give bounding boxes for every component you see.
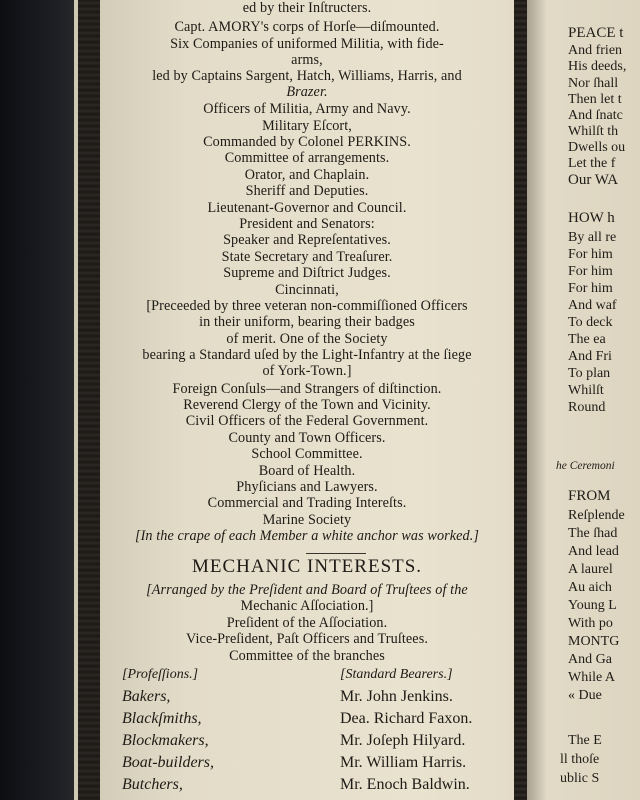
procession-line: Capt. AMORY's corps of Horſe—diſmounted. [174,19,440,35]
procession-line: Committee of arrangements. [224,150,390,166]
procession-line: [Arranged by the Preſident and Board of Truſtees of the [146,582,468,598]
procession-line: Brazer. [286,84,328,100]
procession-line: Orator, and Chaplain. [244,167,370,183]
procession-line: Mechanic Aſſociation.] [240,598,374,614]
procession-line: [In the crape of each Member a white anchor was worked.] [134,528,480,544]
column-headers [102,664,512,686]
background-dark-left [0,0,80,800]
verse-line: PEACE t [568,25,624,41]
verse-line: Nor ſhall [568,76,619,91]
verse-line: HOW h [568,210,615,226]
verse-line: And waf [568,298,617,313]
procession-line: Foreign Conſuls—and Strangers of diſtinction. [172,381,442,397]
verse-line: Dwells ou [568,140,626,155]
section-heading: MECHANIC INTERESTS. [191,556,423,577]
procession-line: Committee of the branches [229,648,385,664]
verse-line: A laurel [568,562,613,577]
verse-line: FROM [568,488,611,504]
procession-line: State Secretary and Treaſurer. [221,249,393,265]
verse-line: ll thoſe [560,752,600,767]
verse-line: And lead [568,544,619,559]
professions-header: [Profeſſions.] [122,667,199,682]
verse-line: While A [568,670,616,685]
procession-line: in their uniform, bearing their badges [199,314,415,330]
procession-line: of merit. One of the Society [226,331,388,347]
procession-line: Lieutenant-Governor and Council. [207,200,407,216]
procession-column [102,0,512,800]
verse-line: Our WA [568,172,619,188]
procession-line: Officers of Militia, Army and Navy. [203,101,411,117]
verse-line: Whilſt [568,383,604,398]
verse-line: Let the f [568,156,616,171]
procession-line: Marine Society [262,512,352,528]
standard-bearer-name: Mr. John Jenkins. [340,688,453,705]
profession-name: Boat-builders, [122,754,214,771]
procession-line: County and Town Officers. [228,430,386,446]
table-row [102,708,512,730]
procession-line: arms, [291,52,323,68]
procession-line: Supreme and Diſtrict Judges. [223,265,391,281]
verse-line: With po [568,616,613,631]
verse-line: The E [568,733,602,748]
procession-line: President and Senators: [239,216,375,232]
procession-line: Commercial and Trading Intereſts. [207,495,407,511]
procession-line: Civil Officers of the Federal Government. [185,413,429,429]
procession-line: bearing a Standard uſed by the Light-Infantry at the ſiege [142,347,472,363]
verse-line: To plan [568,366,611,381]
procession-line: Vice-Preſident, Paſt Officers and Truſtees. [186,631,428,647]
procession-line: [Preceeded by three veteran non-commiſſioned Officers [146,298,468,314]
procession-line: Commanded by Colonel PERKINS. [203,134,411,150]
standard-bearer-name: Mr. Enoch Baldwin. [340,776,470,793]
verse-line: Whilſt th [568,124,619,139]
table-row [102,686,512,708]
verse-line: His deeds, [568,59,627,74]
procession-line: School Committee. [251,446,363,462]
section-divider [306,553,366,554]
table-row [102,774,512,796]
profession-name: Bakers, [122,688,171,705]
procession-line: Cincinnati, [275,282,339,298]
table-row [102,752,512,774]
verse-line: Round [568,400,606,415]
right-column-verse [530,0,640,800]
verse-line: The ea [568,332,606,347]
procession-line: Preſident of the Aſſociation. [226,615,388,631]
procession-line: Sheriff and Deputies. [245,183,369,199]
table-row [102,730,512,752]
verse-line: And Fri [568,349,612,364]
verse-line: And Ga [568,652,612,667]
standard-bearer-name: Mr. William Harris. [340,754,467,771]
verse-line: ublic S [560,771,600,786]
procession-line: Speaker and Repreſentatives. [223,232,391,248]
procession-line: Six Companies of uniformed Militia, with fide- [170,36,444,52]
column-rule-right [514,0,527,800]
procession-line: of York-Town.] [262,363,352,379]
verse-line: For him [568,247,613,262]
profession-name: Blockmakers, [122,732,209,749]
verse-line: Then let t [568,92,622,107]
standard-bearer-name: Mr. Joſeph Hilyard. [340,732,466,749]
procession-line: ed by their Inſtructers. [242,0,372,16]
profession-name: Butchers, [122,776,183,793]
verse-line: Reſplende [568,508,625,523]
verse-line: MONTG [568,634,620,649]
verse-line: For him [568,281,613,296]
procession-line: led by Captains Sargent, Hatch, Williams, Harris, and [152,68,462,84]
column-rule-left [78,0,100,800]
standard-bearers-header: [Standard Bearers.] [340,667,453,682]
profession-name: Blackſmiths, [122,710,202,727]
standard-bearer-name: Dea. Richard Faxon. [340,710,473,727]
verse-line: By all re [568,230,617,245]
verse-line: For him [568,264,613,279]
verse-line: And ſnatc [568,108,623,123]
verse-line: « Due [568,688,602,703]
procession-line: Military Eſcort, [262,118,352,134]
verse-line: And frien [568,43,623,58]
verse-line: he Ceremoni [556,460,615,472]
verse-line: To deck [568,315,613,330]
procession-line: Phyſicians and Lawyers. [236,479,378,495]
procession-line: Board of Health. [258,463,356,479]
verse-line: Young L [568,598,617,613]
verse-line: The ſhad [568,526,618,541]
verse-line: Au aich [568,580,612,595]
procession-line: Reverend Clergy of the Town and Vicinity. [183,397,431,413]
